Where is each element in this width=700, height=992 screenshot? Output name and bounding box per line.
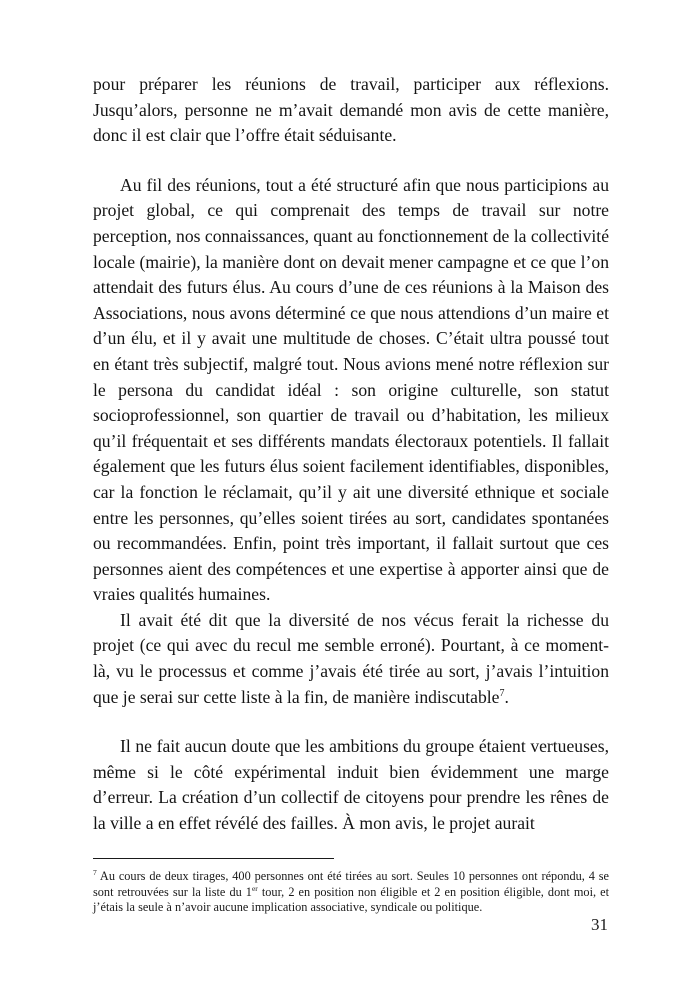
paragraph-1: pour préparer les réunions de travail, participer aux réflexions. Jusqu’alors, personne ne m’avait demandé mon avis de cette manière, donc il est clair que l’offre était séduisante.: [93, 74, 609, 146]
footnote-reference[interactable]: 7: [499, 687, 505, 699]
footnote-divider: [93, 858, 334, 859]
footnote-superscript: er: [251, 883, 258, 893]
footnote-text-before: Au cours de deux tirages, 400 personnes ont été tirées au sort. Seules 10 personnes ont répondu, 4 se sont retrouvées sur la liste du 1: [93, 869, 609, 899]
paragraph-2: Au fil des réunions, tout a été structuré afin que nous participions au projet global, ce qui comprenait des temps de travail sur notre perception, nos connaissances, quant au fonctionnement de la collectivité locale (mairie), la manière dont on devait mener campagne et ce que l’on attendait des futurs élus. Au cours d’une de ces réunions à la Maison des Associations, nous avons déterminé ce que nous attendions d’un maire et d’un élu, et il y avait une multitude de choses. C’était ultra poussé tout en étant très subjectif, malgré tout. Nous avions mené notre réflexion sur le persona du candidat idéal : son origine culturelle, son statut socioprofessionnel, son quartier de travail ou d’habitation, les milieux qu’il fréquentait et ses différents mandats électoraux potentiels. Il fallait également que les futurs élus soient facilement identifiables, disponibles, car la fonction le réclamait, qu’il y ait une diversité ethnique et sociale entre les personnes, qu’elles soient tirées au sort, candidates spontanées ou recommandées. Enfin, point très important, il fallait surtout que ces personnes aient des compétences et une expertise à apporter ainsi que de vraies qualités humaines.: [93, 174, 609, 605]
footnote-number: 7: [93, 867, 97, 877]
page-number: 31: [591, 915, 608, 934]
paragraph-4: Il ne fait aucun doute que les ambitions du groupe étaient vertueuses, même si le côté expérimental induit bien évidemment une marge d’erreur. La création d’un collectif de citoyens pour prendre les rênes de la ville a en effet révélé des failles. À mon avis, le projet aurait: [93, 736, 609, 834]
paragraph-3: [93, 608, 609, 710]
footnote: [93, 869, 609, 916]
paragraph-3-end: .: [504, 686, 509, 707]
paragraph-3-text: Il avait été dit que la diversité de nos vécus ferait la richesse du projet (ce qui avec du recul me semble erroné). Pourtant, à ce moment-là, vu le processus et comme j’avais été tirée au sort, j’avais l’intuition que je serai sur cette liste à la fin, de manière indiscutable: [93, 609, 609, 707]
footnote-text-after: tour, 2 en position non éligible et 2 en position éligible, dont moi, et j’étais la seule à n’avoir aucune implication associative, syndicale ou politique.: [93, 884, 609, 915]
page-body: [93, 72, 609, 837]
